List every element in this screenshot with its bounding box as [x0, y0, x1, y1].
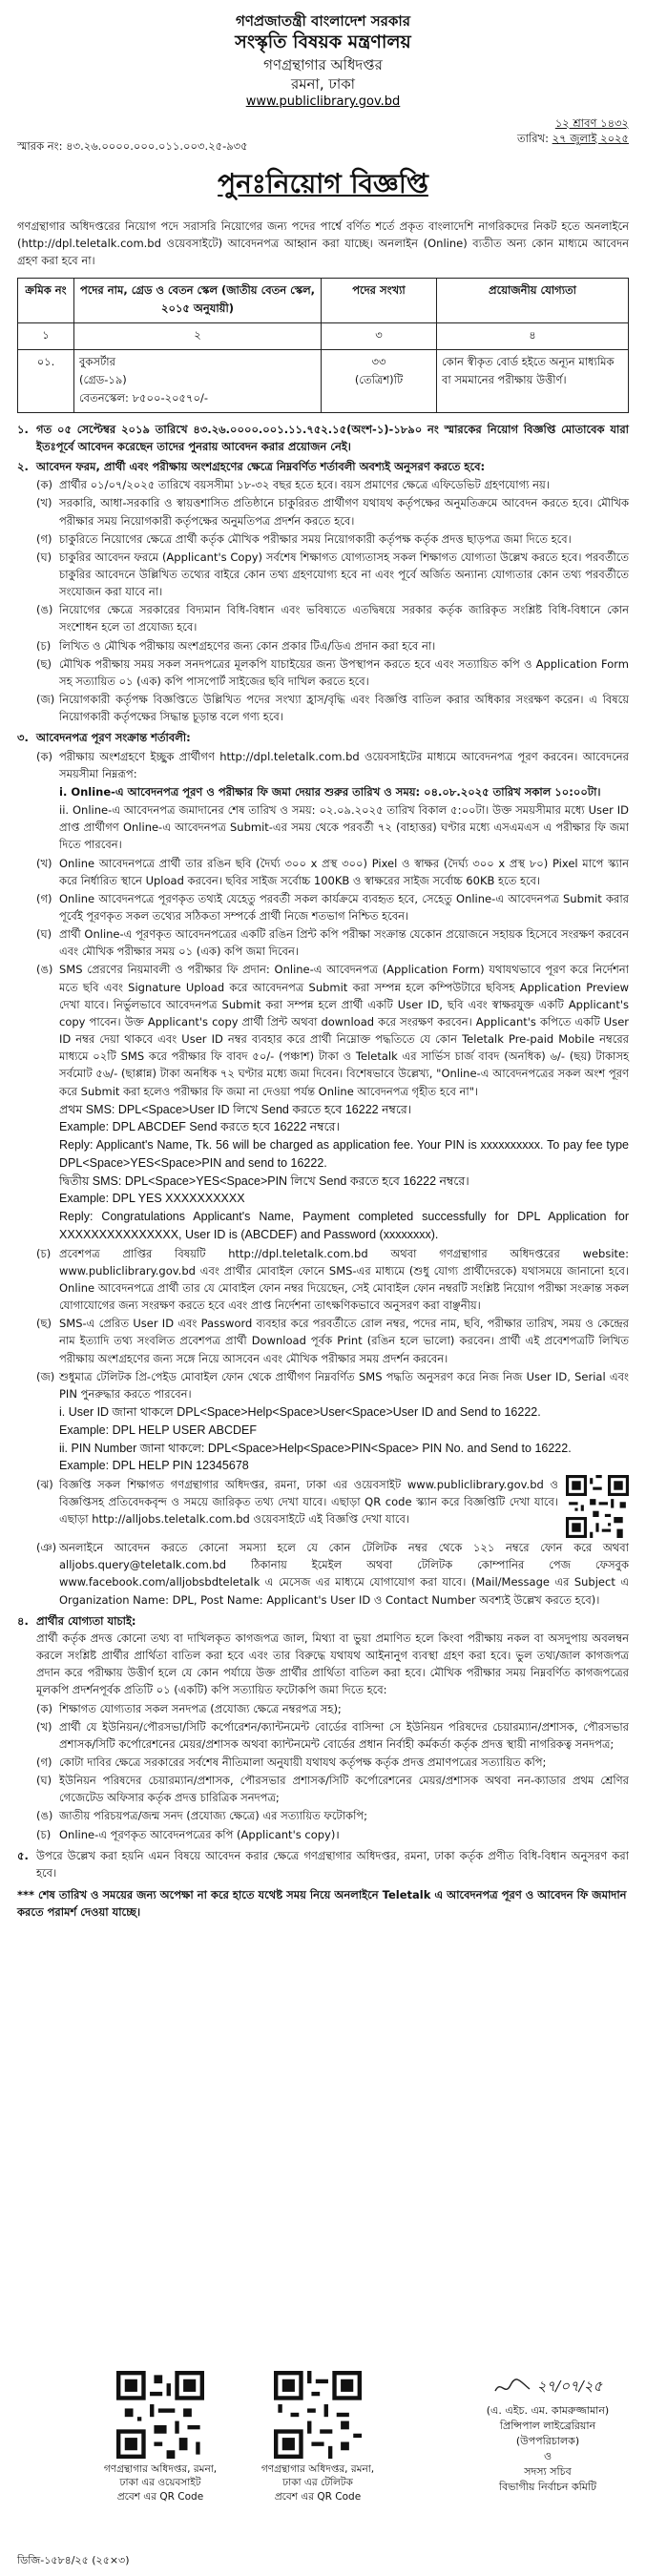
signatory	[476, 2371, 619, 2495]
count-cell	[322, 349, 437, 412]
signature-block	[17, 2371, 629, 2552]
memo-number: স্মারক নং: ৪৩.২৬.০০০০.০০০.০১১.০০৩.২৫-৯৩৫	[17, 138, 248, 153]
recovery-line: Example: DPL HELP USER ABCDEF	[59, 1423, 258, 1437]
section-heading: প্রার্থীর যোগ্যতা যাচাই:	[36, 1613, 136, 1628]
sms-examples	[36, 1101, 629, 1244]
post-count-words: (তেত্রিশ)টি	[354, 372, 404, 386]
item-text: SMS-এ প্রেরিত User ID এবং Password ব্যবহার করে পরবর্তীতে রোল নম্বর, পদের নাম, ছবি, পরীক্ষার তারিখ, সময় ও কেন্দ্রের নাম ইত্যাদি তথ্য সংবলিত প্রবেশপত্র প্রার্থী Download পূর্বক Print (রঙিন হলে ভালো) করবেন। প্রার্থী এই প্রবেশপত্রটি লিখিত পরীক্ষায় অংশগ্রহণের জন্য সঙ্গে নিয়ে আসবেন এবং মৌখিক পরীক্ষার সময় প্রদর্শন করবেন।	[59, 1317, 629, 1365]
list-item	[36, 655, 629, 690]
item-label: (খ)	[36, 1719, 52, 1734]
section-number: ৪.	[17, 1613, 29, 1628]
qualification-cell: কোন স্বীকৃত বোর্ড হইতে অন্যূন মাধ্যমিক বা সমমানের পরীক্ষায় উত্তীর্ণ।	[437, 349, 629, 412]
item-text: প্রার্থী যে ইউনিয়ন/পৌরসভা/সিটি কর্পোরেশন/ক্যান্টনমেন্ট বোর্ডের বাসিন্দা সে ইউনিয়ন পরিষদের চেয়ারম্যান/প্রশাসক, পৌরসভার প্রশাসক/সিটি কর্পোরেশনের মেয়র/প্রশাসক অথবা ক্যান্টনমেন্ট বোর্ডের প্রধান নির্বাহী কর্মকর্তা কর্তৃক প্রদত্ত স্থায়ী নাগরিকত্ব সনদপত্র;	[59, 1719, 629, 1751]
section-body	[36, 1612, 629, 1844]
recovery-examples	[36, 1403, 629, 1475]
item-text: সরকারি, আধা-সরকারি ও স্বায়ত্তশাসিত প্রতিষ্ঠানে চাকুরিরত প্রার্থীগণ যথাযথ কর্তৃপক্ষের অনুমতিক্রমে আবেদন করতে হবে। মৌখিক পরীক্ষার সময় নিয়োগকারী কর্তৃপক্ষের অনুমতিপত্র প্রদর্শন করতে হবে।	[59, 496, 629, 528]
letterhead	[17, 11, 629, 112]
list-item	[36, 925, 629, 960]
item-text: Online আবেদনপত্রে পূরণকৃত তথ্যই যেহেতু পরবর্তী সকল কার্যক্রমে ব্যবহৃত হবে, সেহেতু Online-এ আবেদনপত্র Submit করার পূর্বেই পূরণকৃত সকল তথ্যের সঠিকতা সম্পর্কে প্রার্থী নিজে শতভাগ নিশ্চিত হবেন।	[59, 891, 629, 923]
item-text: i. Online-এ আবেদনপত্র পূরণ ও পরীক্ষার ফি জমা দেয়ার শুরুর তারিখ ও সময়: ০৪.০৮.২০২৫ তারিখ সকাল ১০:০০টা।	[59, 784, 601, 799]
qr-caption: ঢাকা এর টেলিটক	[282, 2477, 353, 2489]
section-2	[17, 458, 629, 726]
government-name: গণপ্রজাতন্ত্রী বাংলাদেশ সরকার	[236, 12, 410, 30]
list-item	[36, 1315, 629, 1366]
item-label: (চ)	[36, 638, 52, 653]
item-label: (ঘ)	[36, 927, 52, 942]
item-text: নিয়োগের ক্ষেত্রে সরকারের বিদ্যমান বিধি-বিধান এবং ভবিষ্যতে এতদ্বিষয়ে সরকার কর্তৃক জারিকৃত সংশ্লিষ্ট বিধি-বিধানে কোন সংশোধন হলে তা প্রযোজ্য হবে।	[59, 603, 629, 634]
item-text: প্রবেশপত্র প্রাপ্তির বিষয়টি http://dpl.teletalk.com.bd অথবা গণগ্রন্থাগার অধিদপ্তরের website: www.publiclibrary.gov.bd এবং প্রার্থীর মোবাইল ফোনে SMS-এর মাধ্যমে (শুধু যোগ্য প্রার্থীদেরকে) যথাসময়ে জানানো হবে। Online আবেদনপত্রে প্রার্থী তার যে মোবাইল ফোন নম্বর দিয়েছেন, সেই মোবাইল ফোন নম্বরটি সংশ্লিষ্ট নিয়োগ পরীক্ষা সংক্রান্ত সকল যোগাযোগের জন্য সংরক্ষণ করতে হবে এবং প্রাপ্ত নির্দেশনা তাৎক্ষণিকভাবে অনুসরণ করা বাঞ্ছনীয়।	[59, 1246, 629, 1313]
section-number: ২.	[17, 460, 29, 474]
post-grade: (গ্রেড-১৯)	[79, 372, 127, 386]
section-1	[17, 421, 629, 455]
table-cell: ৩	[322, 322, 437, 349]
list-item	[36, 691, 629, 725]
list-item	[36, 494, 629, 529]
table-cell: ২	[74, 322, 322, 349]
signature-date: ২৭/০৭/২৫	[536, 2378, 603, 2396]
signer-line: সদস্য সচিব	[524, 2464, 572, 2478]
list-item	[36, 530, 629, 548]
item-label: (খ)	[36, 496, 52, 510]
item-label: (জ)	[36, 693, 55, 707]
item-label: (ছ)	[36, 656, 52, 671]
section-3	[17, 729, 629, 1609]
section-paragraph: প্রার্থী কর্তৃক প্রদত্ত কোনো তথ্য বা দাখিলকৃত কাগজপত্র জাল, মিথ্যা বা ভুয়া প্রমাণিত হলে কিংবা পরীক্ষায় নকল বা অসদুপায় অবলম্বন করলে সংশ্লিষ্ট প্রার্থীর প্রার্থিতা বাতিল করা হবে এবং তার বিরুদ্ধে যথাযথ আইনানুগ ব্যবস্থা গ্রহণ করা হবে। ভুল তথ্য/জাল কাগজপত্র প্রদান করে পরীক্ষায় উত্তীর্ণ হলে যে কোন পর্যায়ে উক্ত প্রার্থীর প্রার্থিতা বাতিল করা হবে। মৌখিক পরীক্ষার সময় নিম্নবর্ণিত কাগজপত্রের মূলকপি প্রদর্শনপূর্বক প্রতিটি ০১ (একটি) কপি সত্যায়িত ফটোকপি জমা দিতে হবে:	[36, 1631, 629, 1697]
signer-line: (উপপরিচালক)	[515, 2434, 580, 2447]
item-label: (ঙ)	[36, 1809, 53, 1823]
section-number: ১.	[17, 422, 29, 436]
intro-paragraph: গণগ্রন্থাগার অধিদপ্তরের নিয়োগ পদে সরাসরি নিয়োগের জন্য পদের পার্শ্বে বর্ণিত শর্তে প্রকৃত বাংলাদেশি নাগরিকদের নিকট হতে অনলাইনে (http://dpl.teletalk.com.bd ওয়েবসাইটে) আবেদনপত্র আহ্বান করা যাচ্ছে। অনলাইন (Online) ব্যতীত অন্য কোন মাধ্যমে আবেদন গ্রহণ করা হবে না।	[17, 218, 629, 268]
signer-line: ও	[543, 2449, 552, 2462]
list-item	[36, 1368, 629, 1402]
sms-line: Example: DPL YES XXXXXXXXXX	[59, 1192, 245, 1206]
signature-scribble-icon	[493, 2376, 531, 2399]
section-4	[17, 1612, 629, 1844]
recovery-line: ii. PIN Number জানা থাকলে: DPL<Space>Help<Space>PIN<Space> PIN No. and Send to 16222.	[59, 1441, 572, 1455]
list-item	[36, 1718, 629, 1753]
list-item	[36, 801, 629, 853]
table-header: পদের সংখ্যা	[322, 278, 437, 322]
table-cell: ১	[18, 322, 74, 349]
sms-line: Reply: Applicant's Name, Tk. 56 will be charged as application fee. Your PIN is xxxxxxxxxx. To pay fee type DPL<Space>YES<Space>PIN and send to 16222.	[59, 1138, 629, 1170]
department-name: গণগ্রন্থাগার অধিদপ্তর	[263, 55, 383, 73]
website-qr-code-icon[interactable]	[116, 2371, 204, 2459]
item-text: ইউনিয়ন পরিষদের চেয়ারম্যান/প্রশাসক, পৌরসভার প্রশাসক/সিটি কর্পোরেশনের মেয়র/প্রশাসক অথবা নন-ক্যাডার প্রথম শ্রেণির গেজেটেড অফিসার কর্তৃক প্রদত্ত চারিত্রিক সনদপত্র;	[59, 1774, 629, 1805]
item-text: Online-এ পূরণকৃত আবেদনপত্রের কপি (Applicant's copy)।	[59, 1827, 340, 1841]
post-count: ৩৩	[371, 354, 386, 368]
teletalk-qr-code-icon[interactable]	[274, 2371, 362, 2459]
list-item	[36, 637, 629, 654]
item-label: (গ)	[36, 891, 52, 905]
list-item	[36, 961, 629, 1099]
print-code: ডিজি-১৫৮৪/২৫ (২৫×৩)	[17, 2554, 130, 2566]
item-text: পরীক্ষায় অংশগ্রহণে ইচ্ছুক প্রার্থীগণ http://dpl.teletalk.com.bd ওয়েবসাইটের মাধ্যমে আবেদনপত্র পূরণ করবেন। আবেদনের সময়সীমা নিম্নরূপ:	[59, 749, 629, 780]
qr-caption: প্রবেশ এর QR Code	[116, 2490, 204, 2503]
item-text: SMS প্রেরণের নিয়মাবলী ও পরীক্ষার ফি প্রদান: Online-এ আবেদনপত্র (Application Form) যথাযথভাবে পূরণ করে নির্দেশনা মতে ছবি এবং Signature Upload করে আবেদনপত্র Submit করা সম্পন্ন হলে কম্পিউটারে ছবিসহ Application Preview দেখা যাবে। নির্ভুলভাবে আবেদনপত্র Submit করা সম্পন্ন হলে প্রার্থী একটি User ID, ছবি এবং স্বাক্ষরযুক্ত একটি Applicant's copy পাবেন। উক্ত Applicant's copy প্রার্থী প্রিন্ট অথবা download করে সংরক্ষণ করবেন। Applicant's কপিতে একটি User ID নম্বর দেয়া থাকবে এবং User ID নম্বর ব্যবহার করে প্রার্থী নিম্নোক্ত পদ্ধতিতে যে কোন Teletalk Pre-paid Mobile নম্বরের মাধ্যমে ০২টি SMS করে পরীক্ষার ফি বাবদ ৫০/- (পঞ্চাশ) টাকা ও Teletalk এর সার্ভিস চার্জ বাবদ (অনধিক) ৬/- (ছয়) টাকাসহ সর্বমোট ৫৬/- (ছাপ্পান্ন) টাকা অনধিক ৭২ ঘণ্টার মধ্যে জমা দিবেন। বিশেষভাবে উল্লেখ্য, "Online-এ আবেদনপত্রের সকল অংশ পূরণ করে Submit করা হলেও পরীক্ষার ফি জমা না দেওয়া পর্যন্ত Online আবেদনপত্র গৃহীত হবে না"।	[59, 963, 629, 1098]
item-label: (গ)	[36, 531, 52, 546]
item-label: (ঙ)	[36, 963, 53, 977]
item-label: (ক)	[36, 749, 53, 763]
list-item	[36, 783, 629, 800]
date-bengali: ১২ শ্রাবণ ১৪৩২	[554, 115, 629, 130]
section-number: ৩.	[17, 731, 29, 745]
item-text: বিজ্ঞপ্তি সকল শিক্ষাগত গণগ্রন্থাগার অধিদপ্তর, রমনা, ঢাকা এর ওয়েবসাইট www.publiclibrary.gov.bd ও বিজ্ঞপ্তিসহ প্রতিবেদকবৃন্দ ও সময়ে জারিকৃত তথ্য দেখা যাবে। এছাড়া QR code স্ক্যান করে বিজ্ঞপ্তিটি দেখা যাবে। এছাড়া http://alljobs.teletalk.com.bd ওয়েবসাইটে এই বিজ্ঞপ্তি দেখা যাবে।	[59, 1478, 558, 1527]
list-item	[36, 748, 629, 782]
item-label: (ঘ)	[36, 550, 52, 564]
item-text: প্রার্থী Online-এ পূরণকৃত আবেদনপত্রের একটি রঙিন প্রিন্ট কপি পরীক্ষা সংক্রান্ত যেকোন প্রয়োজনে সহায়ক হিসেবে সংরক্ষণ করবেন এবং মৌখিক পরীক্ষার সময় ০১ (এক) কপি জমা দিবেন।	[59, 927, 629, 959]
list-item	[36, 855, 629, 889]
item-text: লিখিত ও মৌখিক পরীক্ষায় অংশগ্রহণের জন্য কোন প্রকার টিএ/ডিএ প্রদান করা হবে না।	[59, 638, 436, 653]
item-label: (ক)	[36, 1701, 53, 1715]
sms-line: প্রথম SMS: DPL<Space>User ID লিখে Send করতে হবে 16222 নম্বরে।	[59, 1102, 412, 1116]
qr-caption: গণগ্রন্থাগার অধিদপ্তর, রমনা,	[260, 2463, 375, 2476]
table-header: প্রয়োজনীয় যোগ্যতা	[437, 278, 629, 322]
list-item	[36, 601, 629, 635]
table-header-row	[18, 278, 629, 322]
signer-line: (এ. এইচ. এম. কামরুজ্জামান)	[486, 2404, 610, 2417]
item-label: (ক)	[36, 478, 53, 492]
website-link[interactable]: www.publiclibrary.gov.bd	[245, 94, 401, 110]
list-item	[36, 1772, 629, 1806]
post-scale: বেতনস্কেল: ৮৫০০-২০৫৭০/-	[79, 390, 208, 405]
post-cell	[74, 349, 322, 412]
item-label: (ঙ)	[36, 603, 53, 617]
item-text: অনলাইনে আবেদন করতে কোনো সমস্যা হলে যে কোন টেলিটক নম্বর থেকে ১২১ নম্বরে ফোন করে অথবা alljobs.query@teletalk.com.bd ঠিকানায় ইমেইল অথবা টেলিটক কোম্পানির পেজ ফেসবুক www.facebook.com/alljobsbdteletalk এ মেসেজ এর মাধ্যমে যোগাযোগ করা যাবে। (Mail/Message এর Subject এ Organization Name: DPL, Post Name: Applicant's User ID ও Contact Number অবশ্যই উল্লেখ করতে হবে)।	[59, 1541, 629, 1607]
recovery-line: i. User ID জানা থাকলে DPL<Space>Help<Space>User<Space>User ID and Send to 16222.	[59, 1405, 541, 1420]
section-heading: আবেদন ফরম, প্রার্থী এবং পরীক্ষায় অংশগ্রহণের ক্ষেত্রে নিম্নবর্ণিত শর্তাবলী অবশ্যই অনুসরণ করতে হবে:	[36, 460, 486, 474]
recovery-line: Example: DPL HELP PIN 12345678	[59, 1459, 249, 1473]
item-text: জাতীয় পরিচয়পত্র/জন্ম সনদ (প্রযোজ্য ক্ষেত্রে) এর সত্যায়িত ফটোকপি;	[59, 1809, 368, 1823]
qr-item-row	[36, 1475, 629, 1538]
table-index-row	[18, 322, 629, 349]
sms-line: Example: DPL ABCDEF Send করতে হবে 16222 নম্বরে।	[59, 1120, 340, 1134]
item-label: (ছ)	[36, 1317, 52, 1331]
item-label: (ঝ)	[36, 1478, 53, 1492]
post-name: বুকসর্টার	[79, 354, 115, 368]
advisory-note: *** শেষ তারিখ ও সময়ের জন্য অপেক্ষা না করে হাতে যথেষ্ট সময় নিয়ে অনলাইনে Teletalk এ আবেদনপত্র পূরণ ও আবেদন ফি জমাদান করতে পরামর্শ দেওয়া যাচ্ছে।	[17, 1888, 627, 1919]
section-number: ৫.	[17, 1848, 29, 1862]
item-text: কোটা দাবির ক্ষেত্রে সরকারের সর্বশেষ নীতিমালা অনুযায়ী যথাযথ কর্তৃপক্ষ কর্তৃক প্রদত্ত প্রমাণপত্রের সত্যায়িত কপি;	[59, 1755, 547, 1769]
section-body	[36, 729, 629, 1609]
section-5	[17, 1847, 629, 1881]
sms-line: Reply: Congratulations Applicant's Name, Payment completed successfully for DPL Application for XXXXXXXXXXXXXXX, User ID is (ABCDEF) and Password (xxxxxxxx).	[59, 1210, 629, 1241]
item-label: (চ)	[36, 1827, 52, 1841]
item-text: ii. Online-এ আবেদনপত্র জমাদানের শেষ তারিখ ও সময়: ০২.০৯.২০২৫ তারিখ বিকাল ৫:০০টা। উক্ত সময়সীমার মধ্যে User ID প্রাপ্ত প্রার্থীগণ Online-এ আবেদনপত্র Submit-এর সময় থেকে পরবর্তী ৭২ (বাহাত্তর) ঘণ্টার মধ্যে এসএমএস এ পরীক্ষার ফি জমা দিতে পারবেন।	[59, 803, 629, 852]
item-text: মৌখিক পরীক্ষায় সময় সকল সনদপত্রের মূলকপি যাচাইয়ের জন্য উপস্থাপন করতে হবে এবং সত্যায়িত কপি ও Application Form সহ সত্যায়িত ০১ (এক) কপি পাসপোর্ট সাইজের ছবি দাখিল করতে হবে।	[59, 656, 629, 688]
list-item	[36, 1700, 629, 1717]
item-text: প্রার্থীর ০১/০৭/২০২৫ তারিখে বয়সসীমা ১৮-৩২ বছর হতে হবে। বয়স প্রমাণের ক্ষেত্রে এফিডেভিট গ্রহণযোগ্য নয়।	[59, 478, 550, 492]
item-label: (ঞ)	[36, 1541, 57, 1555]
item-text: Online আবেদনপত্রে প্রার্থী তার রঙিন ছবি (দৈর্ঘ্য ৩০০ x প্রস্থ ৩০০) Pixel ও স্বাক্ষর (দৈর্ঘ্য ৩০০ x প্রস্থ ৮০) Pixel মাপে স্ক্যান করে নির্ধারিত স্থানে Upload করবেন। ছবির সাইজ সর্বোচ্চ 100KB ও স্বাক্ষরের সাইজ সর্বোচ্চ 60KB হতে হবে।	[59, 856, 629, 887]
date-label: তারিখ:	[516, 131, 549, 145]
notice-title: পুনঃনিয়োগ বিজ্ঞপ্তি	[218, 167, 428, 199]
ministry-name: সংস্কৃতি বিষয়ক মন্ত্রণালয়	[235, 31, 411, 53]
list-item	[36, 1476, 558, 1527]
department-address: রমনা, ঢাকা	[290, 75, 356, 93]
section-text: উপরে উল্লেখ করা হয়নি এমন বিষয়ে আবেদন করার ক্ষেত্রে গণগ্রন্থাগার অধিদপ্তর, রমনা, ঢাকা কর্তৃক প্রণীত বিধি-বিধান অনুসরণ করা হবে।	[36, 1848, 629, 1880]
item-label: (খ)	[36, 856, 52, 870]
list-item	[36, 549, 629, 600]
section-body	[36, 458, 629, 726]
posts-table	[17, 278, 629, 413]
signer-line: বিভাগীয় নির্বাচন কমিটি	[498, 2480, 597, 2493]
table-cell: ৪	[437, 322, 629, 349]
qr-caption: ঢাকা এর ওয়েবসাইট	[119, 2477, 201, 2489]
item-text: নিয়োগকারী কর্তৃপক্ষ বিজ্ঞপ্তিতে উল্লিখিত পদের সংখ্যা হ্রাস/বৃদ্ধি এবং বিজ্ঞপ্তি বাতিল করার অধিকার সংরক্ষণ করেন। এ বিষয়ে নিয়োগকারী কর্তৃপক্ষের সিদ্ধান্ত চূড়ান্ত বলে গণ্য হবে।	[59, 693, 629, 724]
table-header: পদের নাম, গ্রেড ও বেতন স্কেল (জাতীয় বেতন স্কেল, ২০১৫ অনুযায়ী)	[74, 278, 322, 322]
notice-body	[17, 421, 629, 1922]
signer-line: প্রিন্সিপাল লাইব্রেরিয়ান	[499, 2419, 596, 2432]
qr-caption: প্রবেশ এর QR Code	[274, 2490, 362, 2503]
item-label: (চ)	[36, 1246, 52, 1260]
table-header: ক্রমিক নং	[18, 278, 74, 322]
list-item	[36, 1245, 629, 1315]
serial-cell: ০১.	[18, 349, 74, 412]
qr-code-icon[interactable]	[566, 1475, 629, 1538]
list-item	[36, 890, 629, 924]
list-item	[36, 1754, 629, 1771]
item-text: চাকুরিতে নিয়োগের ক্ষেত্রে প্রার্থী কর্তৃক মৌখিক পরীক্ষার সময় নিয়োগকারী কর্তৃপক্ষ কর্তৃক প্রদত্ত ছাড়পত্র জমা দিতে হবে।	[59, 531, 572, 546]
teletalk-qr-block	[260, 2371, 375, 2503]
list-item	[36, 1826, 629, 1843]
signature-line	[476, 2371, 619, 2403]
sms-line: দ্বিতীয় SMS: DPL<Space>YES<Space>PIN লিখে Send করতে হবে 16222 নম্বরে।	[59, 1174, 469, 1188]
section-heading: আবেদনপত্র পূরণ সংক্রান্ত শর্তাবলী:	[36, 731, 191, 745]
item-label: (ঘ)	[36, 1774, 52, 1788]
qr-caption: গণগ্রন্থাগার অধিদপ্তর, রমনা,	[103, 2463, 218, 2476]
list-item	[36, 1807, 629, 1824]
table-row	[18, 349, 629, 412]
website-qr-block	[103, 2371, 218, 2503]
list-item	[36, 476, 629, 493]
date-english: ২৭ জুলাই ২০২৫	[552, 131, 629, 145]
item-text: শিক্ষাগত যোগ্যতার সকল সনদপত্র (প্রযোজ্য ক্ষেত্রে নম্বরপত্র সহ);	[59, 1701, 342, 1715]
item-label: (গ)	[36, 1755, 52, 1769]
item-text: শুধুমাত্র টেলিটক প্রি-পেইড মোবাইল ফোন থেকে প্রার্থীগণ নিম্নবর্ণিত SMS পদ্ধতি অনুসরণ করে নিজ নিজ User ID, Serial এবং PIN পুনরুদ্ধার করতে পারবেন।	[59, 1369, 629, 1401]
list-item	[36, 1539, 629, 1609]
item-label: (জ)	[36, 1369, 55, 1383]
date-box	[517, 115, 629, 146]
section-text: গত ০৫ সেপ্টেম্বর ২০১৯ তারিখে ৪৩.২৬.০০০০.০০১.১১.৭৫২.১৫(অংশ-১)-১৮৯০ নং স্মারকের নিয়োগ বিজ্ঞপ্তি মোতাবেক যারা ইতঃপূর্বে আবেদন করেছেন তাদের পুনরায় আবেদন করার প্রয়োজন নেই।	[36, 422, 629, 453]
reference-line	[17, 115, 629, 157]
item-text: চাকুরির আবেদন ফরমে (Applicant's Copy) সর্বশেষ শিক্ষাগত যোগ্যতাসহ সকল শিক্ষাগত যোগ্যতা উল্লেখ করতে হবে। পরবর্তীতে চাকুরির আবেদনে উল্লিখিত তথ্যের বাইরে কোন তথ্য গ্রহণযোগ্য হবে না এবং পূর্বে অর্জিত অন্যান্য যোগ্যতার কোন তথ্য পরবর্তীতে সংযোজন করা যাবে না।	[59, 550, 629, 599]
